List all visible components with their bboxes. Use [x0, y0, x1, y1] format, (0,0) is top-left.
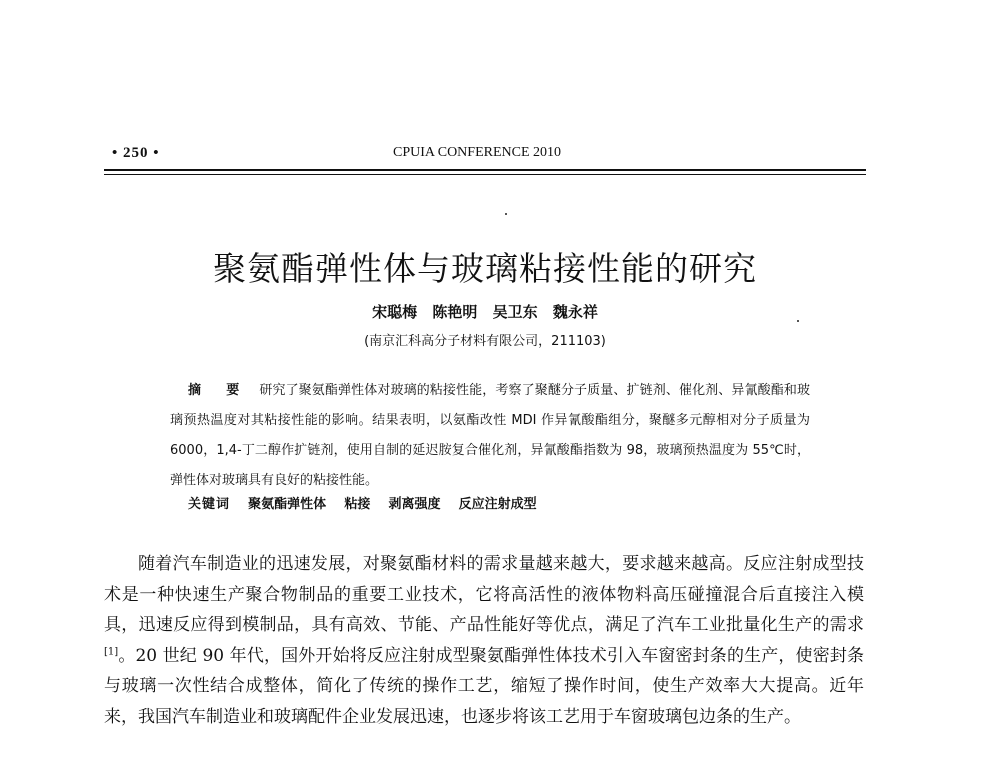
- body-text-part2: 。20 世纪 90 年代，国外开始将反应注射成型聚氨酯弹性体技术引入车窗密封条的生产，使密封条与玻璃一次性结合成整体，简化了传统的操作工艺，缩短了操作时间，使生产效率大大提高。近年来，我国汽车制造业和玻璃配件企业发展迅速，也逐步将该工艺用于车窗玻璃包边条的生产。: [104, 645, 864, 727]
- keywords-label: 关键词: [188, 497, 231, 512]
- author: 陈艳明: [432, 303, 478, 321]
- keyword: 反应注射成型: [458, 497, 537, 512]
- article-title: 聚氨酯弹性体与玻璃粘接性能的研究: [213, 249, 757, 288]
- header-rule-thin: [104, 174, 866, 175]
- header-rule-thick: [104, 169, 866, 171]
- body-paragraph: [104, 549, 864, 732]
- keyword: 聚氨酯弹性体: [248, 497, 327, 512]
- authors: [0, 301, 970, 322]
- body-text-part1: 随着汽车制造业的迅速发展，对聚氨酯材料的需求量越来越大，要求越来越高。反应注射成型技术是一种快速生产聚合物制品的重要工业技术，它将高活性的液体物料高压碰撞混合后直接注入模具，迅速反应得到模制品，具有高效、节能、产品性能好等优点，满足了汽车工业批量化生产的需求: [104, 554, 864, 635]
- author: 宋聪梅: [372, 303, 418, 321]
- abstract: [170, 376, 810, 496]
- abstract-text: 研究了聚氨酯弹性体对玻璃的粘接性能，考察了聚醚分子质量、扩链剂、催化剂、异氰酸酯和玻璃预热温度对其粘接性能的影响。结果表明，以氨酯改性 MDI 作异氰酸酯组分，聚醚多元醇相对分子质量为 6000，1,4-丁二醇作扩链剂，使用自制的延迟胺复合催化剂，异氰酸酯指数为 98，玻璃预热温度为 55℃时，弹性体对玻璃具有良好的粘接性能。: [170, 383, 810, 488]
- author: 魏永祥: [552, 303, 598, 321]
- keywords: [170, 493, 810, 512]
- affiliation: (南京汇科高分子材料有限公司，211103): [364, 334, 606, 349]
- citation-mark: [1]: [104, 645, 119, 657]
- author: 吴卫东: [492, 303, 538, 321]
- page-number: • 250 •: [112, 145, 160, 161]
- scan-speck: [505, 213, 507, 215]
- keyword: 粘接: [344, 497, 371, 512]
- abstract-label: 摘 要: [188, 383, 246, 398]
- keyword: 剥离强度: [388, 497, 441, 512]
- running-header: CPUIA CONFERENCE 2010: [393, 145, 562, 160]
